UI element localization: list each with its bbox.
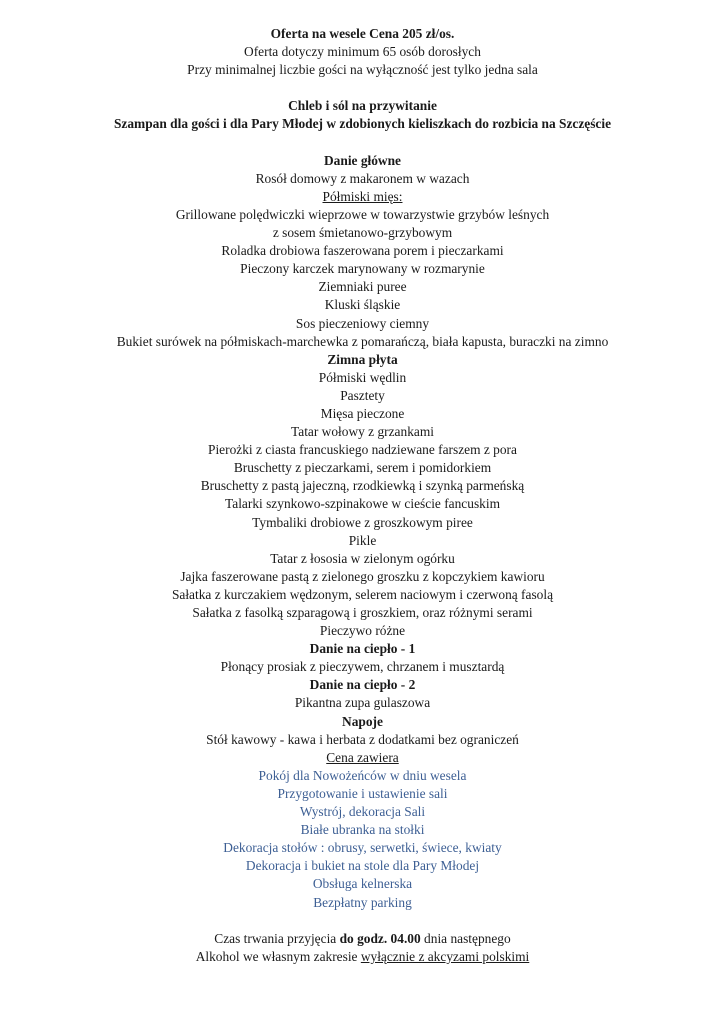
main-dishes-heading: Danie główne (324, 152, 401, 168)
menu-item: Roladka drobiowa faszerowana porem i pieczarkami (221, 243, 504, 259)
champagne-welcome: Szampan dla gości i dla Pary Młodej w zdobionych kieliszkach do rozbicia na Szczęście (113, 116, 612, 132)
menu-item: Pieczony karczek marynowany w rozmarynie (240, 261, 485, 277)
included-item: Białe ubranka na stołki (300, 822, 425, 838)
menu-item: Jajka faszerowane pastą z zielonego groszku z kopczykiem kawioru (180, 568, 545, 584)
alcohol-note (0, 948, 725, 966)
price-includes-heading: Cena zawiera (326, 749, 399, 765)
offer-title: Oferta na wesele Cena 205 zł/os. (270, 26, 455, 41)
menu-item: Półmiski wędlin (318, 369, 407, 385)
minimum-guests-note: Oferta dotyczy minimum 65 osób dorosłych (244, 44, 481, 60)
menu-item: Grillowane polędwiczki wieprzowe w towarzystwie grzybów leśnych (175, 206, 550, 222)
included-item: Bezpłatny parking (313, 894, 412, 910)
hot-dish-2-heading: Danie na ciepło - 2 (309, 677, 416, 693)
alcohol-prefix: Alkohol we własnym zakresie (195, 948, 361, 964)
duration-suffix: dnia następnego (420, 930, 511, 946)
menu-item: Bruschetty z pieczarkami, serem i pomidorkiem (233, 460, 492, 476)
menu-item: Tymbaliki drobiowe z groszkowym piree (252, 514, 473, 530)
meat-platters-heading: Półmiski mięs: (322, 188, 403, 204)
spacer (0, 912, 725, 930)
drinks-heading: Napoje (342, 713, 383, 729)
duration-note (0, 930, 725, 948)
hot-dish-1-heading: Danie na ciepło - 1 (309, 641, 416, 657)
hall-exclusivity-note: Przy minimalnej liczbie gości na wyłączność jest tylko jedna sala (187, 62, 538, 78)
menu-item: Kluski śląskie (324, 297, 401, 313)
included-item: Wystrój, dekoracja Sali (299, 804, 426, 820)
menu-item: Sałatka z fasolką szparagową i groszkiem, oraz różnymi serami (192, 605, 533, 620)
included-item: Pokój dla Nowożeńców w dniu wesela (258, 767, 467, 783)
spacer (0, 79, 725, 97)
menu-item: Tatar z łososia w zielonym ogórku (270, 550, 455, 566)
menu-item: Tatar wołowy z grzankami (291, 424, 434, 440)
menu-item: Stół kawowy - kawa i herbata z dodatkami bez ograniczeń (206, 731, 519, 747)
soup-item: Rosół domowy z makaronem w wazach (255, 170, 470, 186)
menu-item: Pierożki z ciasta francuskiego nadziewane farszem z pora (208, 442, 517, 458)
duration-end-time: do godz. 04.00 (339, 930, 421, 946)
included-item: Dekoracja stołów : obrusy, serwetki, świece, kwiaty (223, 840, 502, 856)
menu-item: Sos pieczeniowy ciemny (295, 315, 430, 331)
menu-item: Bukiet surówek na półmiskach-marchewka z pomarańczą, biała kapusta, buraczki na zimno (116, 333, 609, 349)
menu-item: Sałatka z kurczakiem wędzonym, selerem naciowym i czerwoną fasolą (171, 586, 554, 602)
spacer (0, 134, 725, 152)
menu-item: Pasztety (340, 387, 385, 403)
menu-item: Pikantna zupa gulaszowa (294, 695, 431, 711)
menu-item: Płonący prosiak z pieczywem, chrzanem i musztardą (220, 659, 505, 675)
included-item: Obsługa kelnerska (312, 876, 413, 892)
menu-item: Pieczywo różne (319, 623, 406, 639)
cold-table-heading: Zimna płyta (327, 351, 398, 367)
offer-document (0, 25, 725, 966)
menu-item: Mięsa pieczone (320, 405, 405, 421)
menu-item: Bruschetty z pastą jajeczną, rzodkiewką i szynką parmeńską (200, 478, 525, 494)
duration-prefix: Czas trwania przyjęcia (214, 930, 340, 946)
menu-item: Pikle (348, 532, 377, 548)
included-item: Dekoracja i bukiet na stole dla Pary Młodej (245, 858, 480, 874)
included-item: Przygotowanie i ustawienie sali (277, 785, 448, 801)
menu-item: Talarki szynkowo-szpinakowe w cieście fancuskim (225, 496, 500, 512)
menu-item: z sosem śmietanowo-grzybowym (272, 225, 453, 241)
menu-item: Ziemniaki puree (318, 279, 407, 295)
alcohol-excise-note: wyłącznie z akcyzami polskimi (360, 948, 530, 964)
bread-salt-welcome: Chleb i sól na przywitanie (288, 98, 437, 114)
